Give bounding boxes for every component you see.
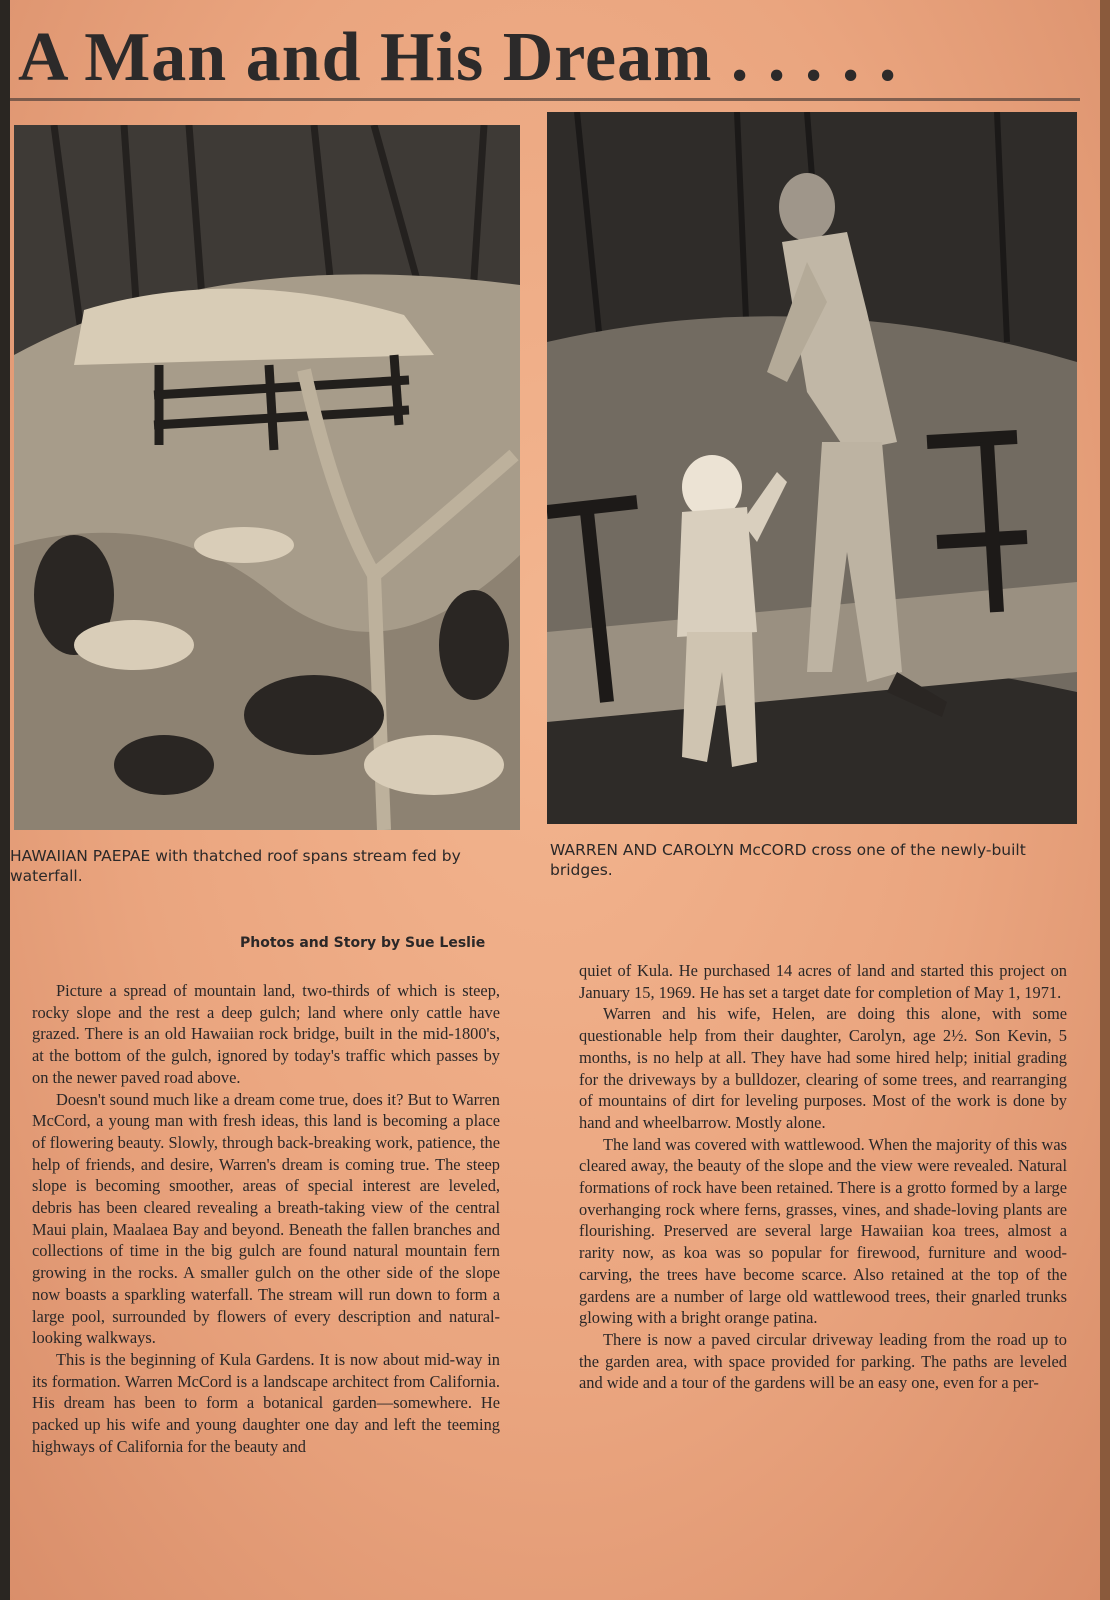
photo-paepae-icon: [14, 125, 520, 830]
photo-father-daughter-caption: WARREN AND CAROLYN McCORD cross one of the newly-built bridges.: [550, 841, 1026, 879]
right-paragraph: Warren and his wife, Helen, are doing this alone, with some questionable help from their daughter, Carolyn, age 2½. Son Kevin, 5 months, is no help at all. They have had some hired help; initial grading for the driveways by a bulldozer, clearing of some trees, and rearranging of mountains of dirt for leveling purposes. Most of the work is done by hand and wheelbarrow. Mostly alone.: [579, 1004, 1067, 1132]
article-column-right: [579, 960, 1067, 1394]
photo-father-daughter-icon: [547, 112, 1077, 824]
photo-paepae: [14, 125, 520, 830]
clipping-edge: [0, 0, 10, 1600]
photo-father-daughter: [547, 112, 1077, 824]
left-paragraph: Doesn't sound much like a dream come true, does it? But to Warren McCord, a young man with fresh ideas, this land is becoming a place of flowering beauty. Slowly, through back-breaking work, patience, the help of friends, and desire, Warren's dream is coming true. The steep slope is becoming smoother, areas of special interest are leveled, debris has been cleared revealing a breath-taking view of the central Maui plain, Maalaea Bay and beyond. Beneath the fallen branches and collections of time in the big gulch are found natural mountain fern growing in the rocks. A smaller gulch on the other side of the slope now boasts a sparkling waterfall. The stream will run down to form a large pool, surrounded by flowers of every description and natural-looking walkways.: [32, 1089, 500, 1348]
right-paragraph: The land was covered with wattlewood. When the majority of this was cleared away, the beauty of the slope and the view were revealed. Natural formations of rock have been retained. There is a grotto formed by a large overhanging rock where ferns, grasses, vines, and shade-loving plants are flourishing. Preserved are several large Hawaiian koa trees, almost a rarity now, as koa was so popular for firewood, furniture and wood-carving, the trees have become scarce. Also retained at the top of the gardens are a number of large old wattlewood trees, their gnarled trunks glowing with a bright orange patina.: [579, 1134, 1067, 1328]
article-column-left: [32, 980, 500, 1457]
byline: Photos and Story by Sue Leslie: [240, 935, 486, 951]
right-paragraph: quiet of Kula. He purchased 14 acres of land and started this project on January 15, 1969. He has set a target date for completion of May 1, 1971.: [579, 961, 1067, 1002]
left-paragraph: This is the beginning of Kula Gardens. It is now about mid-way in its formation. Warren McCord is a landscape architect from California. His dream has been to form a botanical garden—somewhere. He packed up his wife and young daughter one day and left the teeming highways of California for the beauty and: [32, 1349, 500, 1456]
headline: A Man and His Dream . . . . .: [18, 19, 898, 96]
photo-paepae-caption: HAWAIIAN PAEPAE with thatched roof spans stream fed by waterfall.: [10, 847, 461, 885]
right-paragraph: There is now a paved circular driveway leading from the road up to the garden area, with space provided for parking. The paths are leveled and wide and a tour of the gardens will be an easy one, even for a per-: [579, 1329, 1067, 1393]
left-paragraph: Picture a spread of mountain land, two-thirds of which is steep, rocky slope and the rest a deep gulch; land where only cattle have grazed. There is an old Hawaiian rock bridge, built in the mid-1800's, at the bottom of the gulch, ignored by today's traffic which passes by on the newer paved road above.: [32, 981, 500, 1087]
headline-rule: [10, 98, 1080, 101]
